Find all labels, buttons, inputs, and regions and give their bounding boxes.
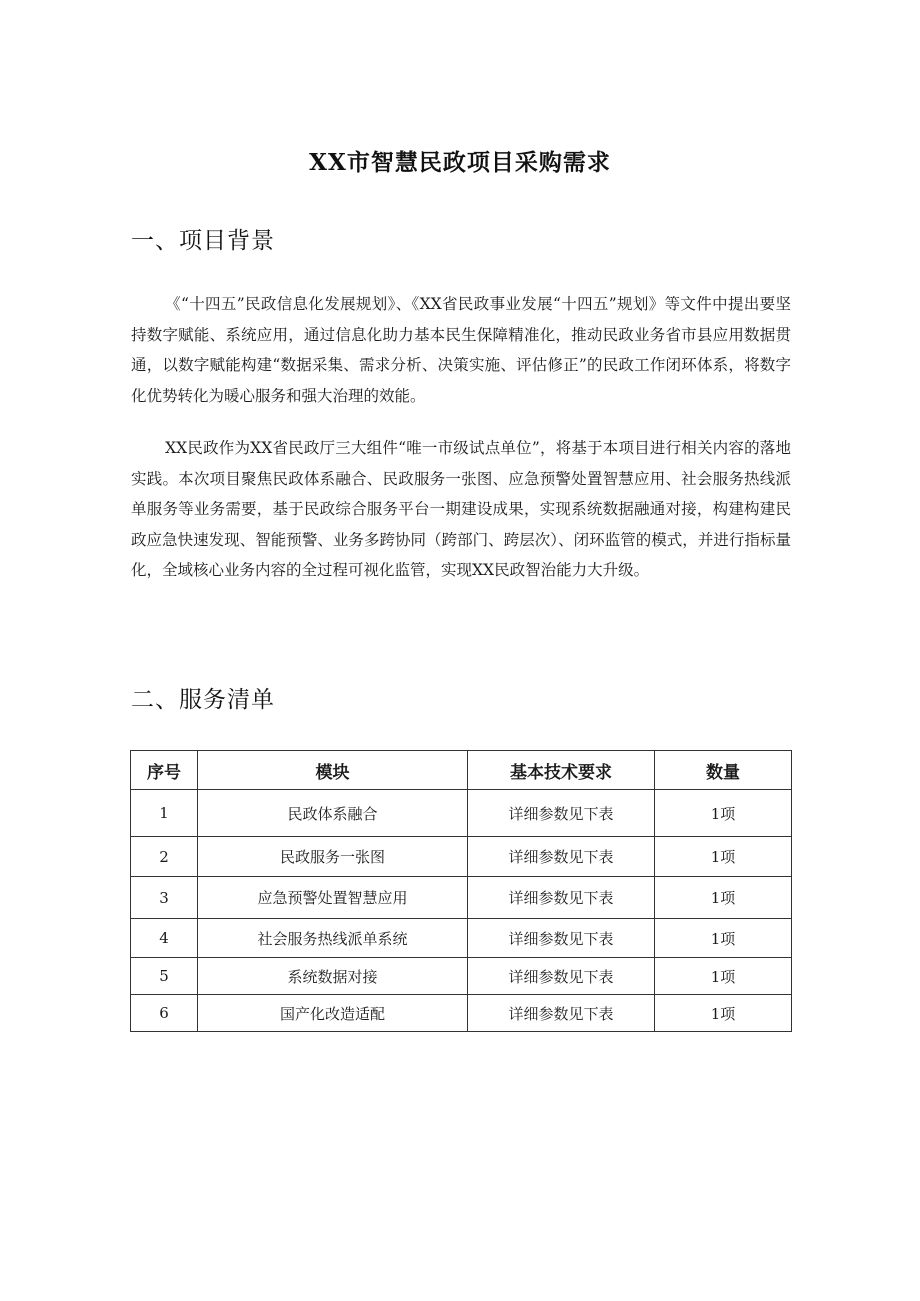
cell-requirements: 详细参数见下表: [468, 877, 655, 919]
cell-number: 1: [131, 790, 198, 837]
cell-module: 民政体系融合: [198, 790, 468, 837]
table-row: [131, 958, 792, 995]
cell-quantity: 1项: [655, 877, 792, 919]
section-heading-background: 一、项目背景: [131, 228, 275, 254]
cell-number: 5: [131, 958, 198, 995]
cell-quantity: 1项: [655, 958, 792, 995]
header-module: 模块: [198, 751, 468, 790]
cell-requirements: 详细参数见下表: [468, 837, 655, 877]
table-row: [131, 877, 792, 919]
section-heading-service-list: 二、服务清单: [131, 687, 275, 713]
cell-module: 系统数据对接: [198, 958, 468, 995]
service-list-table: [130, 750, 792, 1032]
cell-number: 6: [131, 995, 198, 1032]
document-title: XX市智慧民政项目采购需求: [309, 149, 611, 176]
header-number: 序号: [131, 751, 198, 790]
cell-module: 社会服务热线派单系统: [198, 919, 468, 958]
header-requirements: 基本技术要求: [468, 751, 655, 790]
cell-quantity: 1项: [655, 995, 792, 1032]
cell-quantity: 1项: [655, 790, 792, 837]
cell-module: 民政服务一张图: [198, 837, 468, 877]
cell-number: 3: [131, 877, 198, 919]
table-row: [131, 790, 792, 837]
table-row: [131, 837, 792, 877]
background-paragraph: 《“十四五”民政信息化发展规划》、《XX省民政事业发展“十四五”规划》等文件中提出要坚持数字赋能、系统应用，通过信息化助力基本民生保障精准化，推动民政业务省市县应用数据贯通，以数字赋能构建“数据采集、需求分析、决策实施、评估修正”的民政工作闭环体系，将数字化优势转化为暖心服务和强大治理的效能。: [131, 295, 791, 405]
cell-module: 国产化改造适配: [198, 995, 468, 1032]
cell-quantity: 1项: [655, 837, 792, 877]
table-header-row: [131, 751, 792, 790]
cell-requirements: 详细参数见下表: [468, 919, 655, 958]
cell-number: 2: [131, 837, 198, 877]
header-quantity: 数量: [655, 751, 792, 790]
cell-number: 4: [131, 919, 198, 958]
cell-module: 应急预警处置智慧应用: [198, 877, 468, 919]
cell-quantity: 1项: [655, 919, 792, 958]
cell-requirements: 详细参数见下表: [468, 958, 655, 995]
cell-requirements: 详细参数见下表: [468, 790, 655, 837]
cell-requirements: 详细参数见下表: [468, 995, 655, 1032]
table-row: [131, 919, 792, 958]
background-paragraph: XX民政作为XX省民政厅三大组件“唯一市级试点单位”，将基于本项目进行相关内容的落地实践。本次项目聚焦民政体系融合、民政服务一张图、应急预警处置智慧应用、社会服务热线派单服务等业务需要，基于民政综合服务平台一期建设成果，实现系统数据融通对接，构建构建民政应急快速发现、智能预警、业务多跨协同（跨部门、跨层次）、闭环监管的模式，并进行指标量化，全域核心业务内容的全过程可视化监管，实现XX民政智治能力大升级。: [131, 439, 791, 579]
table-row: [131, 995, 792, 1032]
